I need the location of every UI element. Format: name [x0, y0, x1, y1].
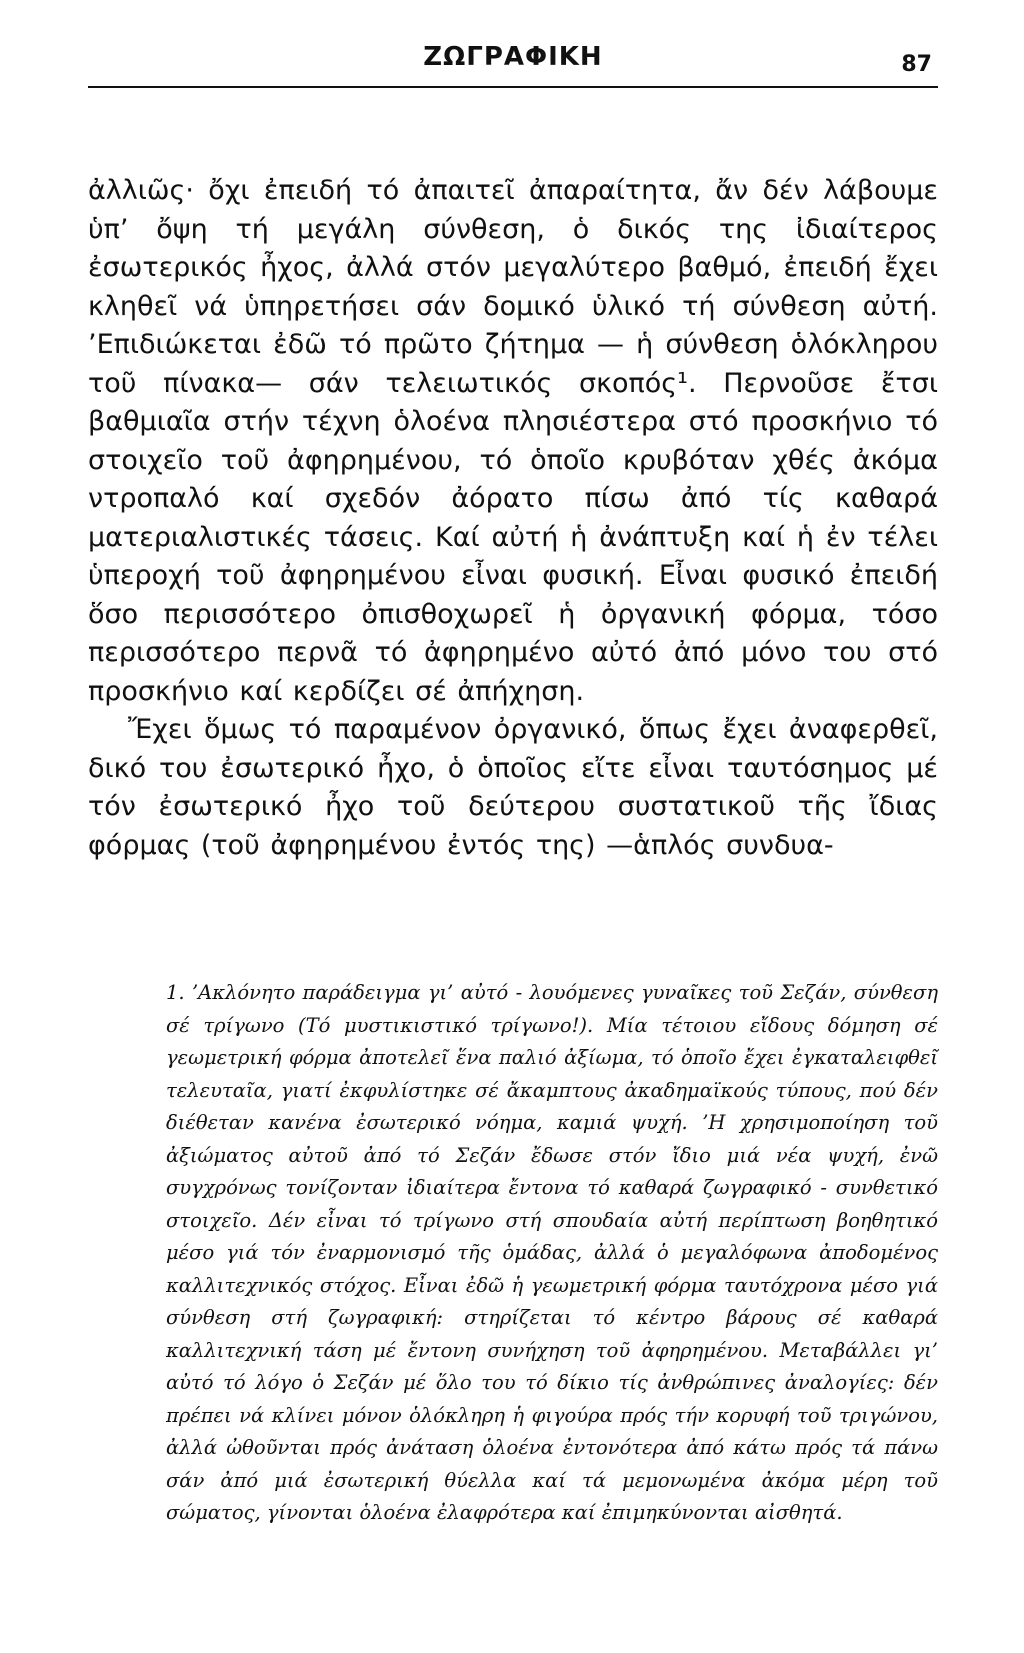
running-head — [88, 34, 938, 77]
footnote — [166, 977, 938, 1530]
footnote-text: ’Ακλόνητο παράδειγμα γι’ αὐτό - λουόμενες γυναῖκες τοῦ Σεζάν, σύνθεση σέ τρίγωνο (Τό μυστικιστικό τρίγωνο!). Μία τέτοιου εἴδους δόμηση σέ γεωμετρική φόρμα ἀποτελεῖ ἕνα παλιό ἀξίωμα, τό ὁποῖο ἔχει ἐγκαταλειφθεῖ τελευταῖα, γιατί ἐκφυλίστηκε σέ ἄκαμπτους ἀκαδημαϊκούς τύπους, πού δέν διέθεταν κανένα ἐσωτερικό νόημα, καμιά ψυχή. ’Η χρησιμοποίηση τοῦ ἀξιώματος αὐτοῦ ἀπό τό Σεζάν ἔδωσε στόν ἴδιο μιά νέα ψυχή, ἐνῶ συγχρόνως τονίζονταν ἰδιαίτερα ἔντονα τό καθαρά ζωγραφικό - συνθετικό στοιχεῖο. Δέν εἶναι τό τρίγωνο στή σπουδαία αὐτή περίπτωση βοηθητικό μέσο γιά τόν ἐναρμονισμό τῆς ὁμάδας, ἀλλά ὁ μεγαλόφωνα ἀποδομένος καλλιτεχνικός στόχος. Εἶναι ἐδῶ ἡ γεωμετρική φόρμα ταυτόχρονα μέσο γιά σύνθεση στή ζωγραφική: στηρίζεται τό κέντρο βάρους σέ καθαρά καλλιτεχνική τάση μέ ἔντονη συνήχηση τοῦ ἀφηρημένου. Μεταβάλλει γι’ αὐτό τό λόγο ὁ Σεζάν μέ ὅλο του τό δίκιο τίς ἀνθρώπινες ἀναλογίες: δέν πρέπει νά κλίνει μόνον ὁλόκληρη ἡ φιγούρα πρός τήν κορυφή τοῦ τριγώνου, ἀλλά ὠθοῦνται πρός ἀνάταση ὁλοένα ἐντονότερα ἀπό κάτω πρός τά πάνω σάν ἀπό μιά ἐσωτερική θύελλα καί τά μεμονωμένα ἀκόμα μέρη τοῦ σώματος, γίνονται ὁλοένα ἐλαφρότερα καί ἐπιμηκύνονται αἰσθητά. — [166, 981, 938, 1524]
header-rule — [88, 86, 938, 88]
body-paragraph-1: ἀλλιῶς· ὄχι ἐπειδή τό ἀπαιτεῖ ἀπαραίτητα, ἄν δέν λάβουμε ὑπ’ ὄψη τή μεγάλη σύνθεση, ὁ δικός της ἰδιαίτερος ἐσωτερικός ἦχος, ἀλλά στόν μεγαλύτερο βαθμό, ἐπειδή ἔχει κληθεῖ νά ὑπηρετήσει σάν δομικό ὑλικό τή σύνθεση αὐτή. ’Επιδιώκεται ἐδῶ τό πρῶτο ζήτημα — ἡ σύνθεση ὁλόκληρου τοῦ πίνακα— σάν τελειωτικός σκοπός¹. Περνοῦσε ἔτσι βαθμιαῖα στήν τέχνη ὁλοένα πλησιέστερα στό προσκήνιο τό στοιχεῖο τοῦ ἀφηρημένου, τό ὁποῖο κρυβόταν χθές ἀκόμα ντροπαλό καί σχεδόν ἀόρατο πίσω ἀπό τίς καθαρά ματεριαλιστικές τάσεις. Καί αὐτή ἡ ἀνάπτυξη καί ἡ ἐν τέλει ὑπεροχή τοῦ ἀφηρημένου εἶναι φυσική. Εἶναι φυσικό ἐπειδή ὅσο περισσότερο ὀπισθοχωρεῖ ἡ ὀργανική φόρμα, τόσο περισσότερο περνᾶ τό ἀφηρημένο αὐτό ἀπό μόνο του στό προσκήνιο καί κερδίζει σέ ἀπήχηση. — [88, 175, 938, 707]
body-paragraph-2: Ἔχει ὅμως τό παραμένον ὀργανικό, ὅπως ἔχει ἀναφερθεῖ, δικό του ἐσωτερικό ἦχο, ὁ ὁποῖος εἴτε εἶναι ταυτόσημος μέ τόν ἐσωτερικό ἦχο τοῦ δεύτερου συστατικοῦ τῆς ἴδιας φόρμας (τοῦ ἀφηρημένου ἐντός της) —ἁπλός συνδυα- — [88, 714, 938, 861]
main-text — [88, 172, 938, 865]
page-number: 87 — [901, 52, 932, 77]
running-title: ΖΩΓΡΑΦΙΚΗ — [423, 42, 603, 72]
footnote-number: 1. — [166, 981, 185, 1004]
